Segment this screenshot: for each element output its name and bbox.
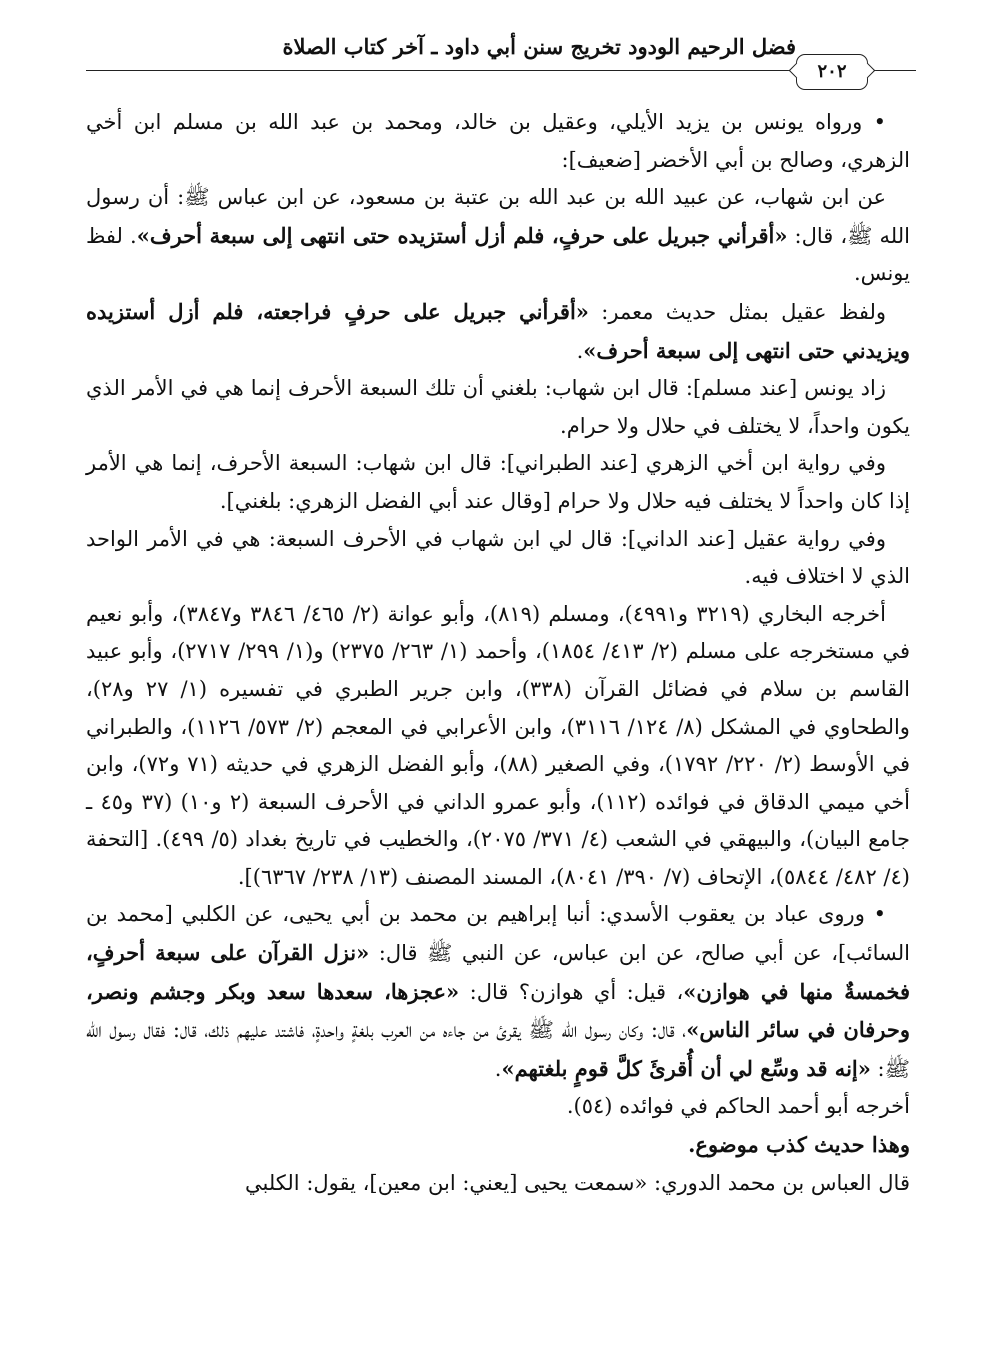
paragraph-isnad — [86, 179, 910, 293]
paragraph-aqil — [86, 293, 910, 370]
abbad-hadith-1: «نزل القرآن على سبعة أحرفٍ، فخمسةٌ منها في هوازن» — [86, 940, 910, 1004]
page-body — [86, 104, 910, 1202]
paragraph-takhrij: أخرجه البخاري (٣٢١٩ و٤٩٩١)، ومسلم (٨١٩)، وأبو عوانة (٢/ ٤٦٥/ ٣٨٤٦ و٣٨٤٧)، وأبو نعيم في مستخرجه على مسلم (٢/ ٤١٣/ ١٨٥٤)، وأحمد (١/ ٢٦٣/ ٢٣٧٥) و(١/ ٢٩٩/ ٢٧١٧)، وأبو عبيد القاسم بن سلام في فضائل القرآن (٣٣٨)، وابن جرير الطبري في تفسيره (١/ ٢٧ و٢٨)، والطحاوي في المشكل (٨/ ١٢٤/ ٣١١٦)، وابن الأعرابي في المعجم (٢/ ٥٧٣/ ١١٢٦)، والطبراني في الأوسط (٢/ ٢٢٠/ ١٧٩٢)، وفي الصغير (٨٨)، وأبو الفضل الزهري في حديثه (٧١ و٧٢)، وابن أخي ميمي الدقاق في فوائده (١١٢)، وأبو عمرو الداني في الأحرف السبعة (٢ و١٠) (٣٧ و٤٥ ـ جامع البيان)، والبيهقي في الشعب (٤/ ٣٧١/ ٢٠٧٥)، والخطيب في تاريخ بغداد (٥/ ٤٩٩). [التحفة (٤/ ٤٨٢/ ٥٨٤٤)، الإتحاف (٧/ ٣٩٠/ ٨٠٤١)، المسند المصنف (١٣/ ٢٣٨/ ٦٣٦٧)]. — [86, 601, 911, 889]
paragraph-tabarani: وفي رواية ابن أخي الزهري [عند الطبراني]: قال ابن شهاب: السبعة الأحرف، إنما هي الأمر إذا كان واحداً لا يختلف فيه حلال ولا حرام [وقال عند أبي الفضل الزهري: بلغني]. — [86, 451, 910, 513]
hadith-text: «أقرأني جبريل على حرفٍ، فلم أزل أستزيده حتى انتهى إلى سبعة أحرف» — [136, 222, 788, 248]
abbad-isnad: • وروى عباد بن يعقوب الأسدي: أنبا إبراهيم بن محمد بن أبي يحيى، عن الكلبي [محمد بن السائب]، عن أبي صالح، عن ابن عباس، عن النبي ﷺ قال: — [86, 902, 910, 966]
aqil-intro: ولفظ عقيل بمثل حديث معمر: — [588, 299, 886, 324]
paragraph-abbad — [86, 896, 910, 1088]
abbad-end: . — [494, 1056, 502, 1081]
abbad-question: ، قيل: أي هوازن؟ قال: — [459, 979, 684, 1004]
isnad-note: . لفظ يونس. — [86, 223, 910, 286]
paragraph-hakim: أخرجه أبو أحمد الحاكم في فوائده (٥٤). — [566, 1094, 910, 1119]
header-rule-right — [874, 70, 916, 71]
isnad-text: عن ابن شهاب، عن عبيد الله بن عبد الله بن عتبة بن مسعود، عن ابن عباس ﷺ: أن رسول الله ﷺ، قال: — [86, 185, 910, 248]
aqil-end: . — [576, 338, 584, 363]
page-number: ٢٠٢ — [796, 54, 868, 90]
paragraph-narration: • ورواه يونس بن يزيد الأيلي، وعقيل بن خالد، ومحمد بن عبد الله بن مسلم ابن أخي الزهري، وصالح بن أبي الأخضر [ضعيف]: — [86, 110, 910, 172]
paragraph-verdict — [86, 1126, 910, 1165]
aqil-hadith-text: «أقرأني جبريل على حرفٍ فراجعته، فلم أزل أستزيده ويزيدني حتى انتهى إلى سبعة أحرف» — [86, 298, 910, 363]
running-title: فضل الرحيم الودود تخريج سنن أبي داود ـ آخر كتاب الصلاة — [282, 34, 796, 59]
paragraph-yunus: زاد يونس [عند مسلم]: قال ابن شهاب: بلغني أن تلك السبعة الأحرف إنما هي في الأمر الذي يكون واحداً، لا يختلف في حلال ولا حرام. — [86, 376, 910, 438]
paragraph-duri: قال العباس بن محمد الدوري: «سمعت يحيى [يعني: ابن معين]، يقول: الكلبي — [245, 1170, 910, 1195]
verdict-text: وهذا حديث كذب موضوع. — [688, 1132, 910, 1158]
header-rule — [86, 70, 828, 71]
abbad-hadith-3: «إنه قد وسِّع لي أن أُقرئَ كلَّ قومٍ بلغتهم» — [501, 1055, 871, 1081]
paragraph-dani: وفي رواية عقيل [عند الداني]: قال لي ابن شهاب في الأحرف السبعة: هي في الأمر الواحد الذي لا اختلاف فيه. — [86, 526, 910, 589]
abbad-hadith-2: «عجزها، سعدها سعد وبكر وجشم ونصر، وحرفان في سائر الناس» — [86, 978, 910, 1043]
abbad-narration: ، قال: وكان رسول الله ﷺ يقرئ من جاءه من العرب بلغةٍ واحدةٍ، فاشتد عليهم ذلك، قال: فقال رسول الله ﷺ: — [86, 1018, 910, 1081]
page-header — [86, 20, 916, 112]
